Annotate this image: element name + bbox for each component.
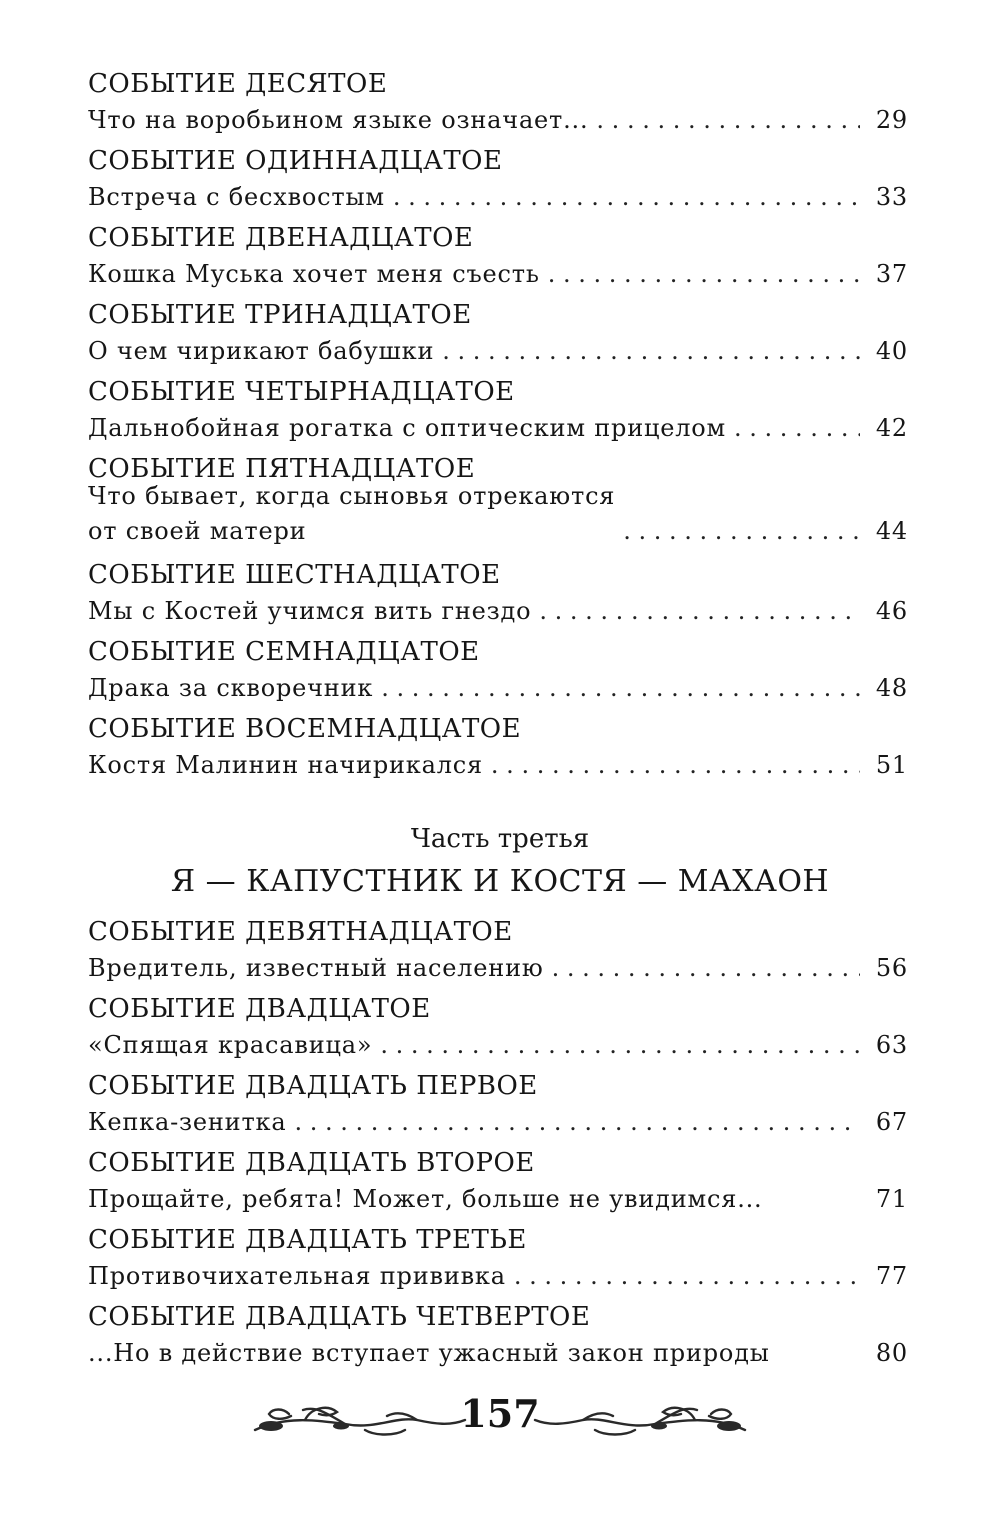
dot-leader xyxy=(514,1258,860,1294)
entry-page-number: 51 xyxy=(875,751,908,779)
dot-leader xyxy=(548,256,860,292)
entry-page-number: 33 xyxy=(875,183,908,211)
dot-leader xyxy=(491,747,860,783)
toc-entry[interactable] xyxy=(88,950,908,991)
entry-title: Что на воробьином языке означает... xyxy=(88,106,589,134)
event-heading: СОБЫТИЕ ДВАДЦАТЬ ТРЕТЬЕ xyxy=(88,1225,527,1255)
entry-title-line-1: Что бывает, когда сыновья отрекаются xyxy=(88,482,616,510)
toc-entry[interactable] xyxy=(88,1335,908,1376)
event-heading: СОБЫТИЕ ТРИНАДЦАТОЕ xyxy=(88,300,472,330)
event-heading: СОБЫТИЕ ДВАДЦАТЬ ВТОРОЕ xyxy=(88,1148,535,1178)
event-heading: СОБЫТИЕ ЧЕТЫРНАДЦАТОЕ xyxy=(88,377,515,407)
entry-title: Дальнобойная рогатка с оптическим прицелом xyxy=(88,414,727,442)
entry-title: ...Но в действие вступает ужасный закон природы xyxy=(88,1339,770,1367)
toc-entry[interactable] xyxy=(88,1104,908,1145)
dot-leader xyxy=(623,513,860,549)
event-heading: СОБЫТИЕ ДВАДЦАТЬ ПЕРВОЕ xyxy=(88,1071,538,1101)
entry-page-number: 48 xyxy=(875,674,908,702)
entry-title: О чем чирикают бабушки xyxy=(88,337,435,365)
page-number: 157 xyxy=(460,1391,540,1436)
entry-title: Встреча с бесхвостым xyxy=(88,183,385,211)
event-heading: СОБЫТИЕ ОДИННАДЦАТОЕ xyxy=(88,146,503,176)
entry-page-number: 77 xyxy=(875,1262,908,1290)
entry-page-number: 37 xyxy=(875,260,908,288)
event-heading: СОБЫТИЕ ПЯТНАДЦАТОЕ xyxy=(88,454,476,484)
toc-entry[interactable] xyxy=(88,256,908,297)
entry-page-number: 80 xyxy=(875,1339,908,1367)
event-heading: СОБЫТИЕ ДВАДЦАТОЕ xyxy=(88,994,431,1024)
table-of-contents-part-two xyxy=(88,66,908,788)
entry-page-number: 46 xyxy=(875,597,908,625)
entry-page-number: 56 xyxy=(875,954,908,982)
entry-title: Драка за скворечник xyxy=(88,674,374,702)
entry-page-number: 40 xyxy=(875,337,908,365)
entry-page-number: 71 xyxy=(875,1185,908,1213)
toc-entry[interactable] xyxy=(88,102,908,143)
entry-title: Прощайте, ребята! Может, больше не увидимся... xyxy=(88,1185,763,1213)
page-footer xyxy=(245,1386,755,1450)
entry-title: «Спящая красавица» xyxy=(88,1031,373,1059)
dot-leader xyxy=(393,179,860,215)
entry-title: Кошка Муська хочет меня съесть xyxy=(88,260,540,288)
event-heading: СОБЫТИЕ СЕМНАДЦАТОЕ xyxy=(88,637,480,667)
entry-title: Противочихательная прививка xyxy=(88,1262,506,1290)
entry-title: Костя Малинин начирикался xyxy=(88,751,483,779)
dot-leader xyxy=(552,950,860,986)
entry-title: Вредитель, известный населению xyxy=(88,954,544,982)
event-heading: СОБЫТИЕ ШЕСТНАДЦАТОЕ xyxy=(88,560,501,590)
toc-entry[interactable] xyxy=(88,1027,908,1068)
entry-page-number: 29 xyxy=(875,106,908,134)
toc-entry[interactable] xyxy=(88,410,908,451)
entry-page-number: 67 xyxy=(875,1108,908,1136)
entry-title xyxy=(88,479,615,549)
dot-leader xyxy=(539,593,860,629)
entry-title: Мы с Костей учимся вить гнездо xyxy=(88,597,532,625)
toc-entry[interactable] xyxy=(88,1258,908,1299)
table-of-contents-part-three xyxy=(88,914,908,1376)
toc-entry[interactable] xyxy=(88,179,908,220)
toc-entry[interactable] xyxy=(88,1181,908,1222)
dot-leader xyxy=(734,410,860,446)
toc-entry[interactable] xyxy=(88,593,908,634)
part-title: Я — КАПУСТНИК И КОСТЯ — МАХАОН xyxy=(170,864,830,899)
toc-entry[interactable] xyxy=(88,747,908,788)
event-heading: СОБЫТИЕ ДВАДЦАТЬ ЧЕТВЕРТОЕ xyxy=(88,1302,591,1332)
part-label: Часть третья xyxy=(410,824,590,854)
toc-entry[interactable] xyxy=(88,482,908,557)
dot-leader xyxy=(442,333,860,369)
event-heading: СОБЫТИЕ ДВЕНАДЦАТОЕ xyxy=(88,223,474,253)
event-heading: СОБЫТИЕ ДЕВЯТНАДЦАТОЕ xyxy=(88,917,513,947)
toc-entry[interactable] xyxy=(88,670,908,711)
entry-page-number: 44 xyxy=(875,517,908,545)
dot-leader xyxy=(380,1027,860,1063)
entry-title: Кепка-зенитка xyxy=(88,1108,287,1136)
event-heading: СОБЫТИЕ ВОСЕМНАДЦАТОЕ xyxy=(88,714,522,744)
dot-leader xyxy=(294,1104,860,1140)
toc-entry[interactable] xyxy=(88,333,908,374)
dot-leader xyxy=(596,102,860,138)
dot-leader xyxy=(381,670,860,706)
event-heading: СОБЫТИЕ ДЕСЯТОЕ xyxy=(88,69,388,99)
entry-title-line-2: от своей матери xyxy=(88,517,307,545)
entry-page-number: 63 xyxy=(875,1031,908,1059)
entry-page-number: 42 xyxy=(875,414,908,442)
